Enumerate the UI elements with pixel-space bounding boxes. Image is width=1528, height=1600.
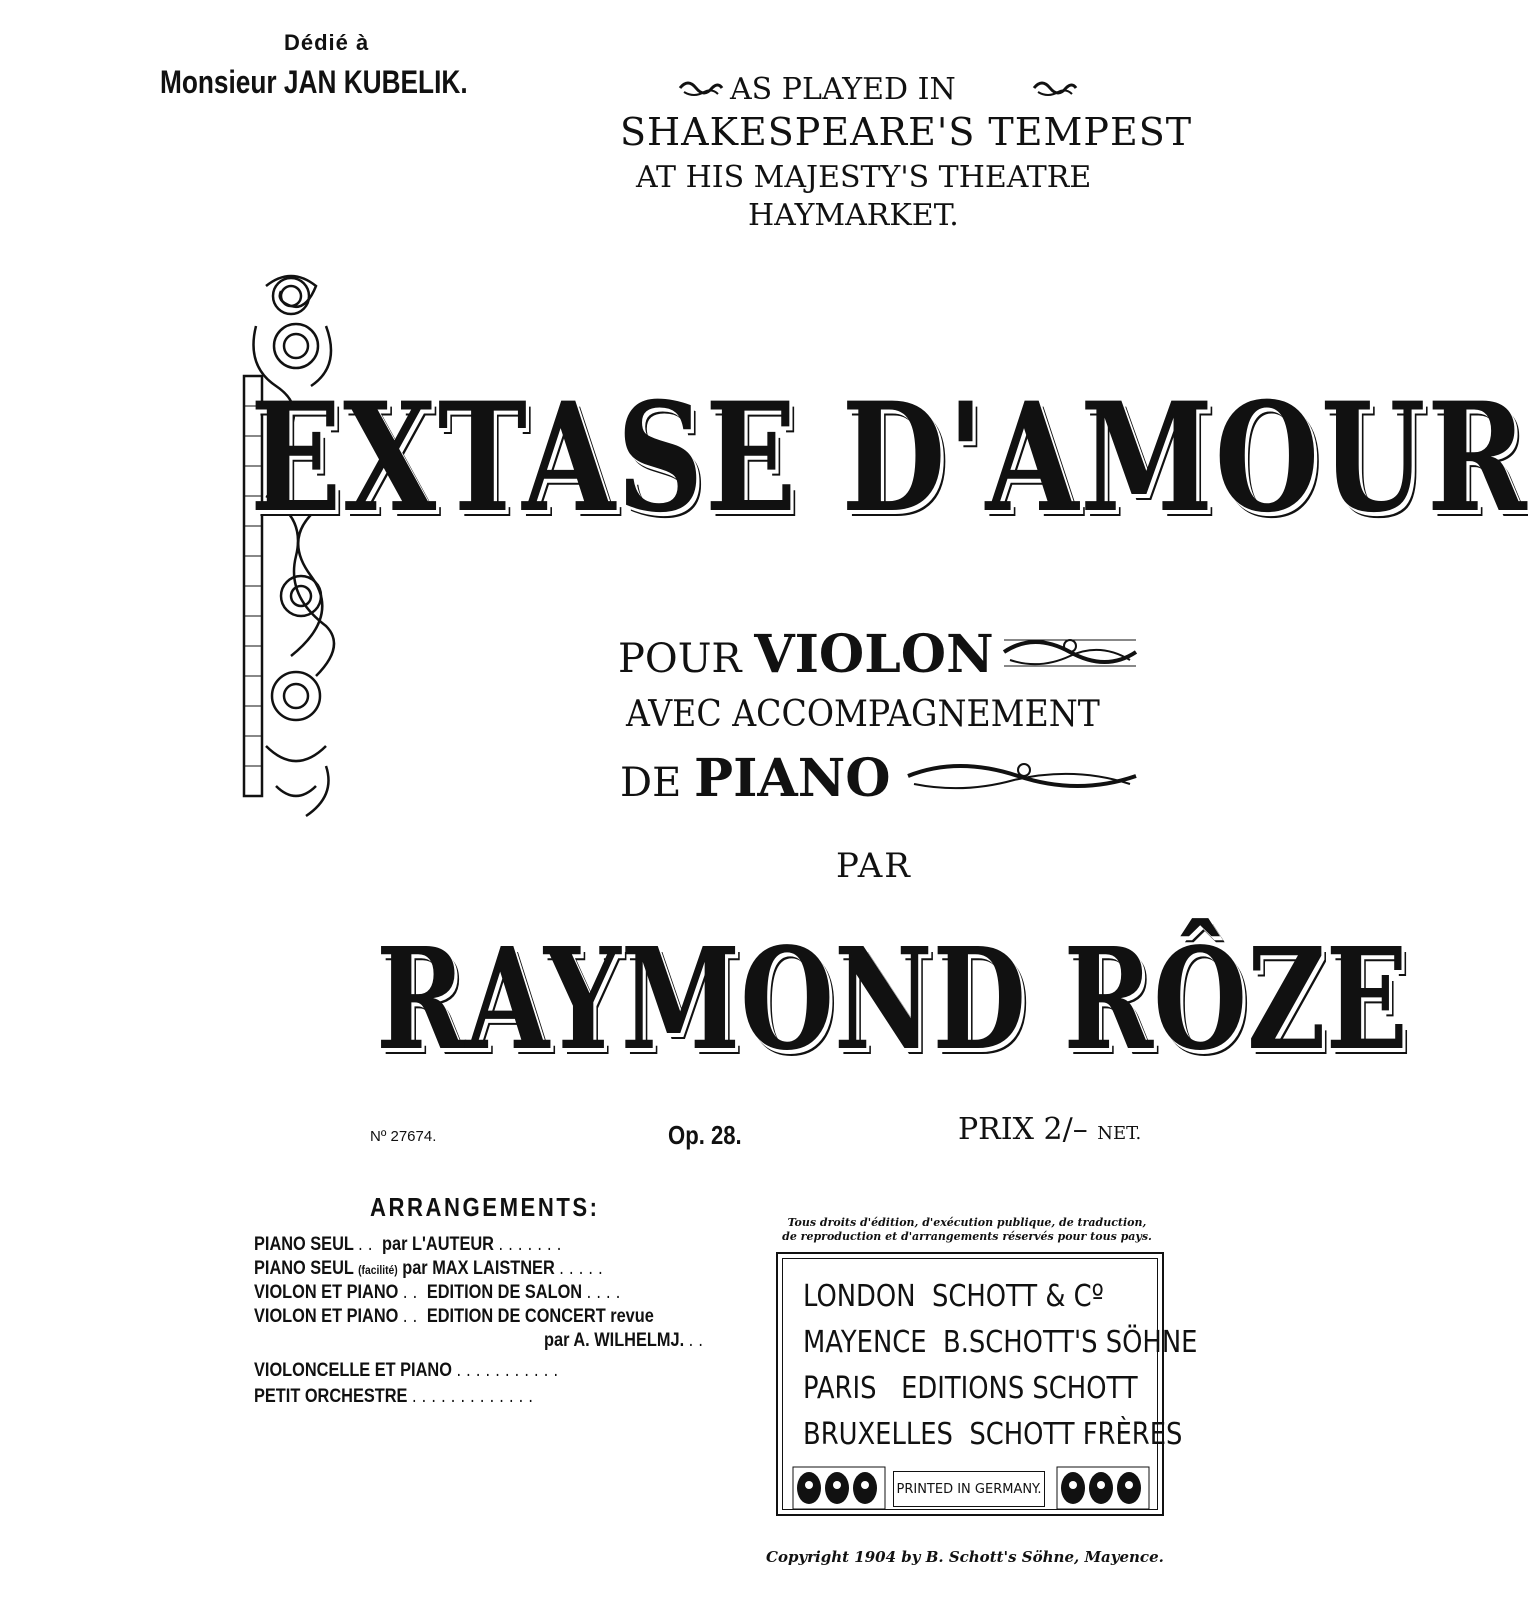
- publisher-line: [803, 1417, 1182, 1452]
- arrangements-heading: ARRANGEMENTS:: [370, 1192, 600, 1222]
- arrangement-detail: par A. WILHELMJ.: [544, 1330, 685, 1351]
- arrangement-detail: par MAX LAISTNER: [402, 1258, 555, 1279]
- arrangement-row: VIOLON ET PIANO .. EDITION DE CONCERT revue: [254, 1306, 654, 1327]
- arrangement-row: VIOLON ET PIANO .. EDITION DE SALON ....: [254, 1282, 626, 1303]
- printed-in-label: PRINTED IN GERMANY.: [893, 1471, 1045, 1507]
- arrangement-note: (facilité): [358, 1263, 398, 1277]
- opus-number: Op. 28.: [668, 1120, 742, 1150]
- arrangement-instrument: PIANO SEUL: [254, 1234, 354, 1255]
- main-title: EXTASE D'AMOUR: [250, 370, 1528, 546]
- arrangement-instrument: VIOLONCELLE ET PIANO: [254, 1360, 452, 1381]
- arrangement-detail: EDITION DE CONCERT revue: [426, 1306, 654, 1327]
- publisher-name: EDITIONS SCHOTT: [901, 1371, 1138, 1406]
- arrangement-row: PIANO SEUL (facilité) par MAX LAISTNER .....: [254, 1258, 608, 1279]
- publisher-city: LONDON: [803, 1279, 916, 1314]
- dedication-line1: Dédié à: [284, 30, 370, 55]
- publisher-name: SCHOTT FRÈRES: [969, 1417, 1183, 1452]
- plate-number: Nº 27674.: [370, 1128, 437, 1145]
- played-line3: AT HIS MAJESTY'S THEATRE: [636, 160, 1092, 195]
- subtitle-line2: AVEC ACCOMPAGNEMENT: [626, 694, 1100, 735]
- publisher-name: B.SCHOTT'S SÖHNE: [942, 1325, 1198, 1360]
- price-label: PRIX 2/–: [958, 1112, 1088, 1147]
- scroll-ornament-icon: [676, 76, 726, 98]
- arrangement-instrument: VIOLON ET PIANO: [254, 1306, 399, 1327]
- subtitle-pour: POUR: [618, 636, 742, 682]
- floral-ornament-icon: [1000, 630, 1140, 674]
- price: [958, 1112, 1141, 1147]
- dedication-line2: Monsieur JAN KUBELIK.: [160, 64, 468, 100]
- arrangement-detail: EDITION DE SALON: [426, 1282, 583, 1303]
- price-net: NET.: [1097, 1123, 1142, 1144]
- rights-notice: Tous droits d'édition, d'exécution publique, de traduction, de reproduction et d'arrangements réservés pour tous pays.: [782, 1216, 1152, 1243]
- publisher-city: MAYENCE: [803, 1325, 927, 1360]
- publisher-line: [803, 1279, 1104, 1314]
- publisher-line: [803, 1371, 1138, 1406]
- arrangement-row: par A. WILHELMJ. ..: [544, 1330, 709, 1351]
- played-line2: SHAKESPEARE'S TEMPEST: [620, 110, 1193, 154]
- arrangement-instrument: PIANO SEUL: [254, 1258, 354, 1279]
- arrangement-instrument: VIOLON ET PIANO: [254, 1282, 399, 1303]
- scroll-ornament-icon: [1030, 76, 1080, 98]
- subtitle-piano: PIANO: [694, 748, 891, 809]
- par-label: PAR: [836, 846, 912, 886]
- played-line1: AS PLAYED IN: [730, 72, 956, 107]
- printer-ornament-icon: [791, 1465, 887, 1511]
- publisher-name: SCHOTT & Cº: [931, 1279, 1104, 1314]
- publisher-line: [803, 1325, 1197, 1360]
- arrangement-row: PIANO SEUL .. par L'AUTEUR .......: [254, 1234, 567, 1255]
- subtitle-violon: VIOLON: [754, 624, 994, 685]
- subtitle-line3: [620, 748, 891, 809]
- arrangement-detail: par L'AUTEUR: [382, 1234, 494, 1255]
- subtitle-de: DE: [620, 760, 682, 806]
- composer-name: RAYMOND RÔZE: [376, 918, 1408, 1082]
- publisher-box: [776, 1252, 1198, 1516]
- copyright-notice: Copyright 1904 by B. Schott's Söhne, Mayence.: [766, 1548, 1164, 1566]
- played-line4: HAYMARKET.: [748, 198, 959, 233]
- art-nouveau-ornament-icon: [236, 266, 346, 826]
- printer-ornament-icon: [1055, 1465, 1151, 1511]
- arrangement-instrument: PETIT ORCHESTRE: [254, 1386, 408, 1407]
- subtitle-line1: [618, 624, 994, 685]
- publisher-city: PARIS: [803, 1371, 877, 1406]
- arrangement-row: VIOLONCELLE ET PIANO ...........: [254, 1360, 564, 1381]
- floral-ornament-icon: [904, 756, 1140, 796]
- arrangement-row: PETIT ORCHESTRE .............: [254, 1386, 539, 1407]
- publisher-city: BRUXELLES: [803, 1417, 953, 1452]
